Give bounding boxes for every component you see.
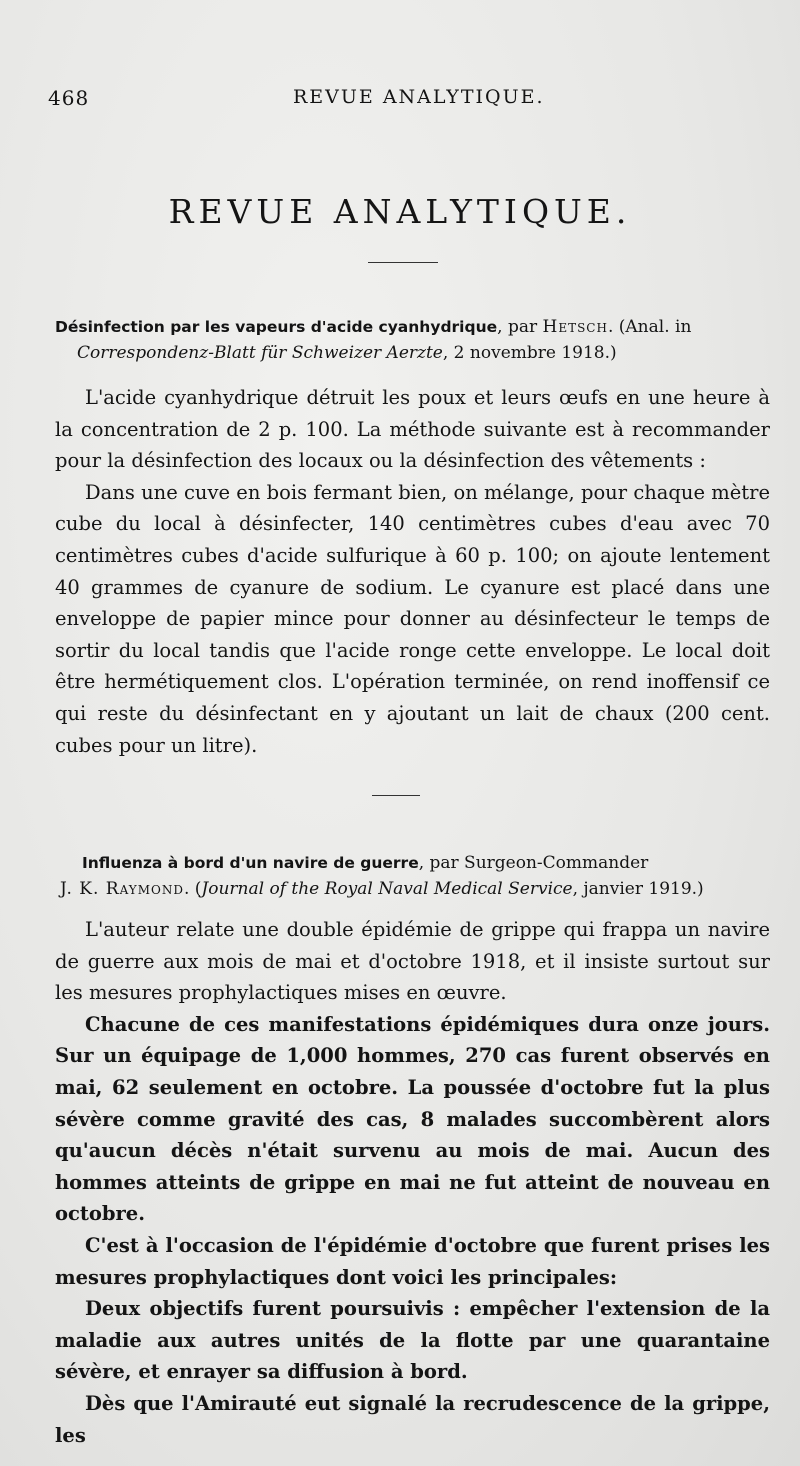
title-divider: [368, 262, 438, 263]
article-ref-lead: . (: [183, 879, 202, 899]
article-author: J. K. Raymond: [60, 879, 184, 899]
article-title: Influenza à bord d'un navire de guerre: [82, 854, 419, 872]
paragraph: L'auteur relate une double épidémie de grippe qui frappa un navire de guerre aux mois de mai et d'octobre 1918, et il insiste surtout sur les mesures prophylactiques mises en œuvre.: [55, 918, 770, 1005]
article-body: [55, 382, 770, 761]
article-journal: Journal of the Royal Naval Medical Service: [201, 879, 573, 899]
article-body: [55, 914, 770, 1451]
running-head: [48, 86, 760, 110]
article-heading: [60, 850, 765, 902]
article-by: , par: [497, 317, 538, 337]
article-title: Désinfection par les vapeurs d'acide cyanhydrique: [55, 318, 498, 336]
article-divider: [372, 795, 420, 796]
article-author: Hetsch: [542, 317, 608, 337]
article-date: , 2 novembre 1918.): [442, 343, 617, 363]
paragraph: Dès que l'Amirauté eut signalé la recrudescence de la grippe, les: [55, 1391, 770, 1447]
paragraph: C'est à l'occasion de l'épidémie d'octobre que furent prises les mesures prophylactiques dont voici les principales:: [55, 1233, 770, 1289]
paragraph: Dans une cuve en bois fermant bien, on mélange, pour chaque mètre cube du local à désinfecter, 140 centimètres cubes d'eau avec 70 centimètres cubes d'acide sulfurique à 60 p. 100; on ajoute lentement 40 grammes de cyanure de sodium. Le cyanure est placé dans une enveloppe de papier mince pour donner au désinfecteur le temps de sortir du local tandis que l'acide ronge cette enveloppe. Le local doit être hermétiquement clos. L'opération terminée, on rend inoffensif ce qui reste du désinfectant en y ajoutant un lait de chaux (200 cent. cubes pour un litre).: [55, 480, 770, 757]
running-title: REVUE ANALYTIQUE.: [293, 86, 545, 108]
article-date: , janvier 1919.): [572, 879, 704, 899]
article-ref-lead: . (Anal. in: [607, 317, 692, 337]
paragraph: L'acide cyanhydrique détruit les poux et leurs œufs en une heure à la concentration de 2 p. 100. La méthode suivante est à recommander pour la désinfection des locaux ou la désinfection des vêtements :: [55, 386, 770, 473]
page-number: 468: [48, 86, 90, 110]
section-title: REVUE ANALYTIQUE.: [168, 192, 632, 231]
article-heading: [55, 314, 770, 366]
article-journal: Correspondenz-Blatt für Schweizer Aerzte: [77, 343, 443, 363]
paragraph: Chacune de ces manifestations épidémiques dura onze jours. Sur un équipage de 1,000 hommes, 270 cas furent observés en mai, 62 seulement en octobre. La poussée d'octobre fut la plus sévère comme gravité des cas, 8 malades succombèrent alors qu'aucun décès n'était survenu au mois de mai. Aucun des hommes atteints de grippe en mai ne fut atteint de nouveau en octobre.: [55, 1012, 770, 1226]
paragraph: Deux objectifs furent poursuivis : empêcher l'extension de la maladie aux autres unités de la flotte par une quarantaine sévère, et enrayer sa diffusion à bord.: [55, 1297, 770, 1384]
article-by: , par Surgeon-Commander: [418, 853, 649, 873]
